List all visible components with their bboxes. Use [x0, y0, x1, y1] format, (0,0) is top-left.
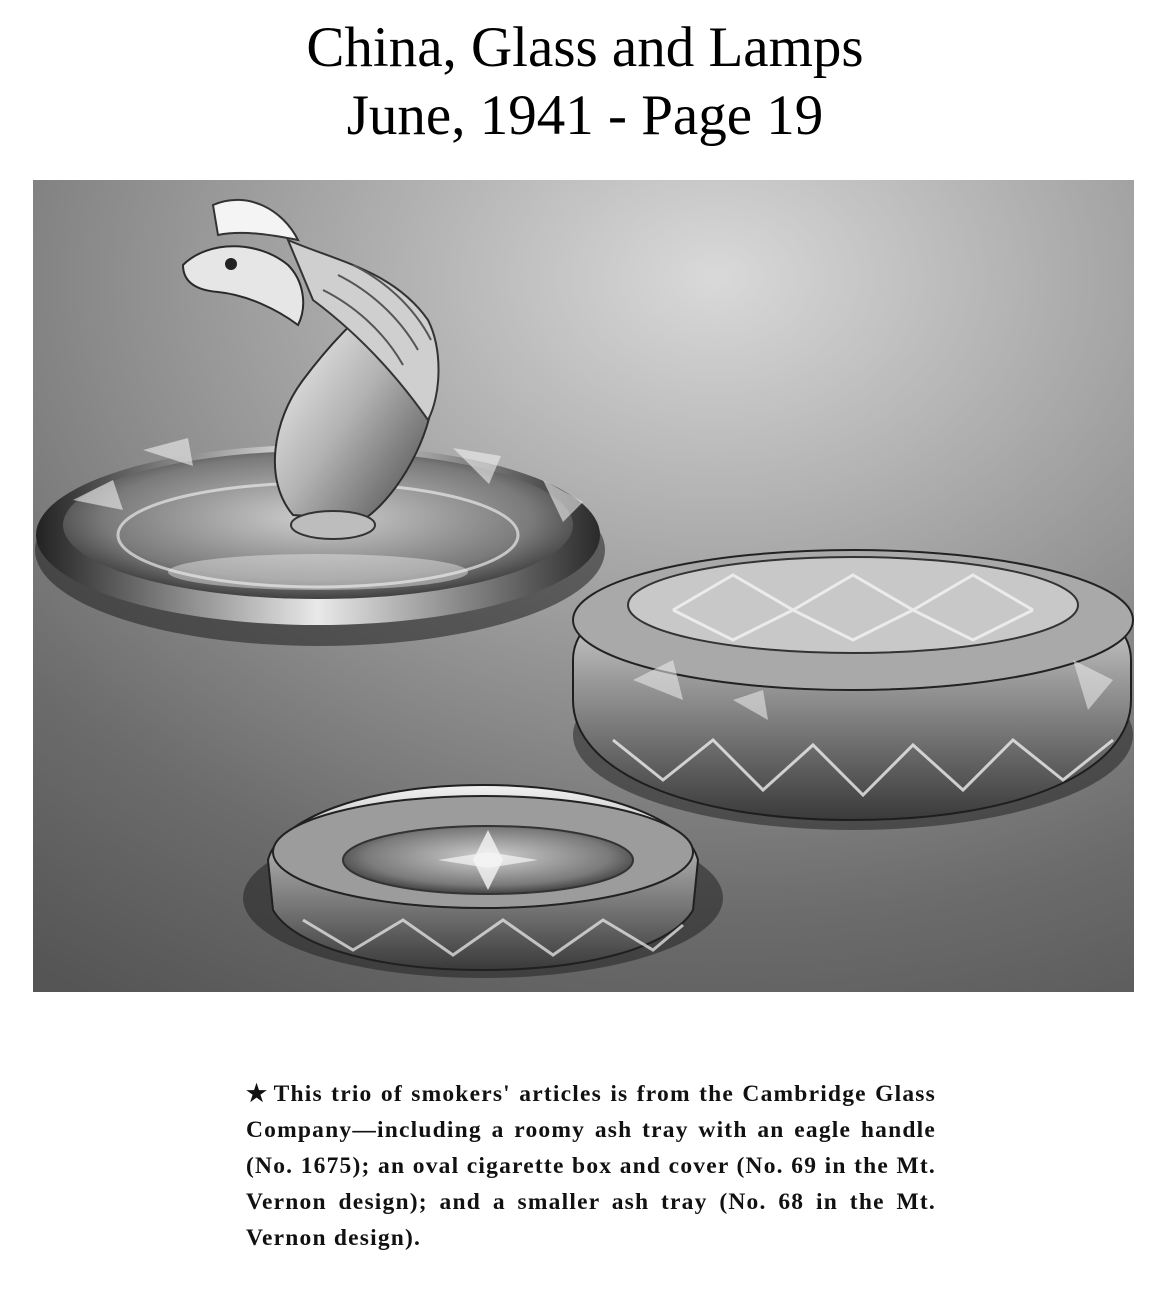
photo-illustration — [33, 180, 1134, 992]
page-header — [0, 14, 1170, 150]
product-photo — [33, 180, 1134, 992]
caption-text: This trio of smokers' articles is from the Cambridge Glass Company—including a roomy ash tray with an eagle handle (No. 1675); an oval cigarette box and cover (No. 69 in the Mt. Vernon design); and a smaller ash tray (No. 68 in the Mt. Vernon design). — [246, 1081, 936, 1251]
star-icon: ★ — [246, 1081, 270, 1107]
page-subtitle: June, 1941 - Page 19 — [346, 84, 824, 147]
page-title: China, Glass and Lamps — [306, 16, 864, 79]
caption — [246, 1076, 936, 1256]
cigarette-box — [573, 550, 1133, 830]
